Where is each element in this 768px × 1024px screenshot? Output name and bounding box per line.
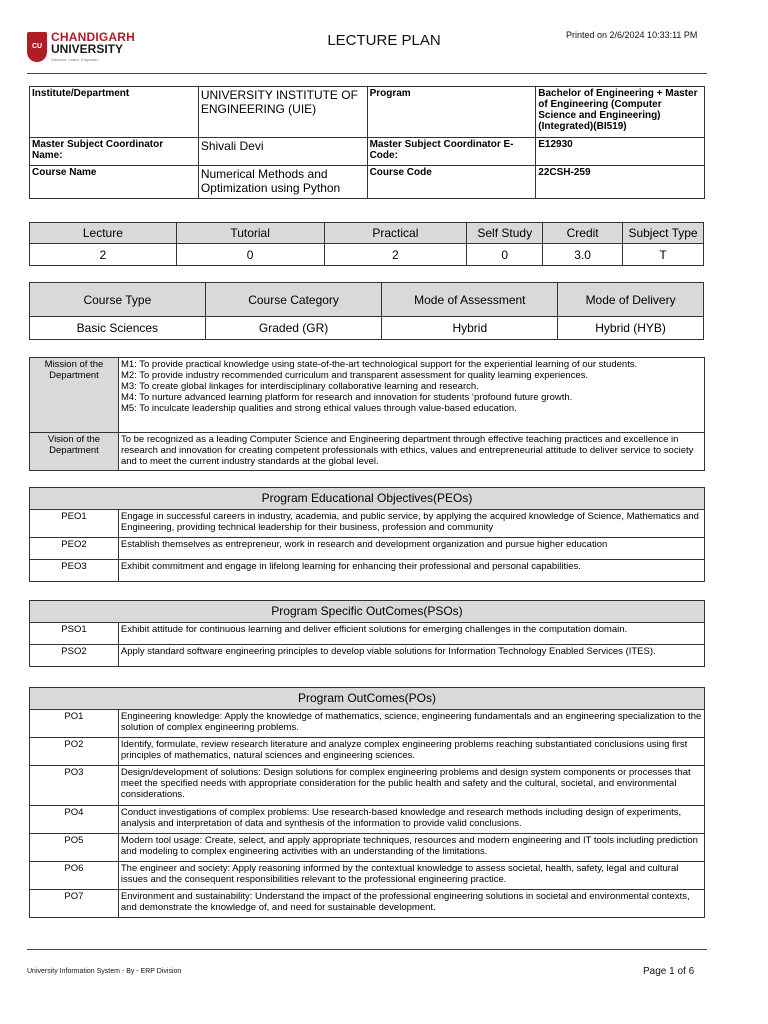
table-row [30, 538, 705, 560]
table-row [30, 862, 705, 890]
institute-label: Institute/Department [30, 87, 199, 138]
printed-timestamp: Printed on 2/6/2024 10:33:11 PM [566, 30, 698, 40]
course-code-value: 22CSH-259 [536, 166, 705, 199]
course-meta-table [29, 282, 704, 340]
institute-value: UNIVERSITY INSTITUTE OF ENGINEERING (UIE) [198, 87, 367, 138]
table-row [30, 738, 705, 766]
footer-system-name: University Information System - By - ERP Division [27, 968, 182, 975]
credits-header-credit: Credit [543, 223, 623, 244]
table-row [30, 560, 705, 582]
credits-subject-type-value: T [623, 244, 704, 266]
course-code-label: Course Code [367, 166, 536, 199]
pos-table [29, 687, 705, 918]
credits-practical-value: 2 [324, 244, 467, 266]
course-name-label: Course Name [30, 166, 199, 199]
mission-label: Mission of the Department [30, 358, 119, 433]
assessment-mode-header: Mode of Assessment [382, 283, 558, 317]
assessment-mode-value: Hybrid [382, 317, 558, 340]
program-value: Bachelor of Engineering + Master of Engineering (Computer Science and Engineering) (Integrated)(BI519) [536, 87, 705, 138]
course-category-header: Course Category [205, 283, 382, 317]
po-code: PO6 [30, 862, 119, 890]
mission-line: M2: To provide industry recommended curriculum and transparent assessment for quality learning experiences. [120, 370, 589, 381]
credits-header-tutorial: Tutorial [176, 223, 324, 244]
peos-table [29, 487, 705, 582]
logo-line1: CHANDIGARH [51, 30, 135, 44]
course-type-value: Basic Sciences [30, 317, 206, 340]
pos-title: Program OutComes(POs) [30, 688, 705, 710]
po-text: Engineering knowledge: Apply the knowledge of mathematics, science, engineering fundamentals and an engineering specialization to the solution of complex engineering problems. [118, 710, 704, 738]
delivery-mode-value: Hybrid (HYB) [558, 317, 704, 340]
coordinator-name-value: Shivali Devi [198, 138, 367, 166]
credits-header-self-study: Self Study [467, 223, 543, 244]
logo-line2: UNIVERSITY [51, 42, 124, 56]
credits-header-practical: Practical [324, 223, 467, 244]
table-row [30, 710, 705, 738]
mission-line: M5: To inculcate leadership qualities and strong ethical values through value-based education. [120, 403, 517, 414]
psos-table [29, 600, 705, 667]
po-code: PO7 [30, 890, 119, 918]
coordinator-name-label: Master Subject Coordinator Name: [30, 138, 199, 166]
header-divider [27, 73, 707, 74]
peo-text: Exhibit commitment and engage in lifelong learning for enhancing their professional and personal capabilities. [118, 560, 704, 582]
po-text: Modern tool usage: Create, select, and apply appropriate techniques, resources and modern engineering and IT tools including prediction and modeling to complex engineering activities with an understanding of the limitations. [118, 834, 704, 862]
credits-self-study-value: 0 [467, 244, 543, 266]
delivery-mode-header: Mode of Delivery [558, 283, 704, 317]
pso-text: Exhibit attitude for continuous learning and deliver efficient solutions for emerging challenges in the computation domain. [118, 623, 704, 645]
credits-lecture-value: 2 [30, 244, 177, 266]
page-title: LECTURE PLAN [327, 32, 441, 49]
logo-shield-icon: CU [27, 32, 47, 62]
table-row [30, 766, 705, 806]
peos-title: Program Educational Objectives(PEOs) [30, 488, 705, 510]
table-row [30, 510, 705, 538]
vision-label: Vision of the Department [30, 433, 119, 471]
table-row [30, 834, 705, 862]
po-text: The engineer and society: Apply reasoning informed by the contextual knowledge to assess societal, health, safety, legal and cultural issues and the consequent responsibilities relevant to the professional engineering practice. [118, 862, 704, 890]
pso-code: PSO2 [30, 645, 119, 667]
table-row [30, 623, 705, 645]
po-code: PO3 [30, 766, 119, 806]
mission-line: M1: To provide practical knowledge using state-of-the-art technological support for the experiential learning of our students. [120, 359, 638, 370]
po-text: Design/development of solutions: Design solutions for complex engineering problems and design system components or processes that meet the specified needs with appropriate consideration for the public health and safety and the cultural, societal, and environmental considerations. [118, 766, 704, 806]
credits-header-lecture: Lecture [30, 223, 177, 244]
mission-text [118, 358, 704, 433]
coordinator-ecode-value: E12930 [536, 138, 705, 166]
po-text: Environment and sustainability: Understand the impact of the professional engineering solutions in societal and environmental contexts, and demonstrate the knowledge of, and need for sustainable development. [118, 890, 704, 918]
credits-tutorial-value: 0 [176, 244, 324, 266]
program-label: Program [367, 87, 536, 138]
table-row [30, 806, 705, 834]
peo-text: Establish themselves as entrepreneur, work in research and development organization and pursue higher education [118, 538, 704, 560]
po-code: PO5 [30, 834, 119, 862]
footer-divider [27, 949, 707, 950]
pso-code: PSO1 [30, 623, 119, 645]
course-type-header: Course Type [30, 283, 206, 317]
po-code: PO1 [30, 710, 119, 738]
course-name-value: Numerical Methods and Optimization using Python [198, 166, 367, 199]
page-number: Page 1 of 6 [643, 966, 695, 977]
peo-code: PEO3 [30, 560, 119, 582]
course-info-table [29, 86, 705, 199]
po-code: PO2 [30, 738, 119, 766]
po-text: Identify, formulate, review research literature and analyze complex engineering problems reaching substantiated conclusions using first principles of mathematics, natural sciences and engineering sciences. [118, 738, 704, 766]
credits-header-subject-type: Subject Type [623, 223, 704, 244]
peo-code: PEO2 [30, 538, 119, 560]
credits-table [29, 222, 704, 266]
vision-text: To be recognized as a leading Computer Science and Engineering department through effective teaching practices and excellence in research and innovation for creating competent professionals with ethics, values and entrepreneurial attitude to deliver service to society and to meet the current industry standards at the global level. [118, 433, 704, 471]
mission-vision-table [29, 357, 705, 471]
coordinator-ecode-label: Master Subject Coordinator E-Code: [367, 138, 536, 166]
peo-code: PEO1 [30, 510, 119, 538]
course-category-value: Graded (GR) [205, 317, 382, 340]
table-row [30, 645, 705, 667]
table-row [30, 890, 705, 918]
po-text: Conduct investigations of complex problems: Use research-based knowledge and research methods including design of experiments, analysis and interpretation of data and synthesis of the information to provide valid conclusions. [118, 806, 704, 834]
mission-line: M4: To nurture advanced learning platform for research and innovation for students ‘profound future growth. [120, 392, 573, 403]
mission-line: M3: To create global linkages for interdisciplinary collaborative learning and research. [120, 381, 479, 392]
psos-title: Program Specific OutComes(PSOs) [30, 601, 705, 623]
peo-text: Engage in successful careers in industry, academia, and public service, by applying the acquired knowledge of Science, Mathematics and Engineering, providing technical leadership for their business, profession and community [118, 510, 704, 538]
credits-credit-value: 3.0 [543, 244, 623, 266]
po-code: PO4 [30, 806, 119, 834]
logo-tagline: Discover. Learn. Empower. [51, 57, 99, 62]
pso-text: Apply standard software engineering principles to develop viable solutions for Information Technology Enabled Services (ITES). [118, 645, 704, 667]
